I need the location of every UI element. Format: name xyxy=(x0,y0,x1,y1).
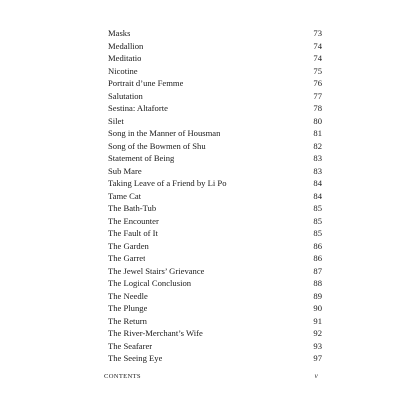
toc-entry-title: Sub Mare xyxy=(108,165,142,176)
toc-entry-title: Sestina: Altaforte xyxy=(108,103,168,113)
toc-entry xyxy=(108,227,322,240)
toc-entry-title: Tame Cat xyxy=(108,190,142,201)
toc-entry-page-number: 97 xyxy=(313,353,322,363)
toc-entry-title: Song of the Bowmen of Shu xyxy=(108,140,206,151)
toc-entry xyxy=(108,202,322,215)
toc-entry xyxy=(108,315,322,328)
toc-entry-title: The Garden xyxy=(108,240,149,251)
toc-entry-page-number: 81 xyxy=(313,128,322,138)
toc-entry-title: The River-Merchant’s Wife xyxy=(108,328,203,338)
toc-entry xyxy=(108,277,322,290)
toc-entry-page-number: 89 xyxy=(313,290,322,301)
toc-entry-page-number: 74 xyxy=(313,40,322,51)
toc-entry-page-number: 84 xyxy=(313,190,322,201)
toc-entry xyxy=(108,152,322,165)
toc-entry-page-number: 85 xyxy=(313,203,322,213)
toc-entry-page-number: 91 xyxy=(313,315,322,326)
toc-entry-title: Meditatio xyxy=(108,53,142,63)
toc-entry xyxy=(108,302,322,315)
toc-entry-page-number: 75 xyxy=(313,65,322,76)
toc-entry xyxy=(108,327,322,340)
toc-entry-title: Salutation xyxy=(108,90,143,101)
toc-entry xyxy=(108,177,322,190)
toc-entry-page-number: 90 xyxy=(313,303,322,313)
toc-entry-title: The Jewel Stairs’ Grievance xyxy=(108,265,205,276)
toc-entry-page-number: 85 xyxy=(313,215,322,226)
toc-entry xyxy=(108,190,322,203)
toc-entry xyxy=(108,65,322,78)
toc-entry-title: Statement of Being xyxy=(108,153,175,163)
toc-entry-title: The Seafarer xyxy=(108,340,153,351)
toc-entry-page-number: 83 xyxy=(313,153,322,163)
toc-entry-page-number: 80 xyxy=(313,115,322,126)
toc-entry-title: The Garret xyxy=(108,253,146,263)
toc-entry-page-number: 73 xyxy=(313,28,322,38)
toc-entry-page-number: 92 xyxy=(313,328,322,338)
toc-entry-page-number: 74 xyxy=(313,53,322,63)
toc-entry xyxy=(108,102,322,115)
toc-entry-page-number: 76 xyxy=(313,78,322,88)
toc-entry-page-number: 83 xyxy=(313,165,322,176)
toc-entry-title: Nicotine xyxy=(108,65,138,76)
running-footer-section: CONTENTS xyxy=(104,373,141,380)
toc-entry-page-number: 82 xyxy=(313,140,322,151)
table-of-contents xyxy=(108,27,322,365)
toc-entry-title: The Needle xyxy=(108,290,148,301)
toc-entry-title: The Bath-Tub xyxy=(108,203,157,213)
toc-entry-title: The Fault of It xyxy=(108,228,158,238)
toc-entry-page-number: 88 xyxy=(313,278,322,288)
toc-entry-page-number: 87 xyxy=(313,265,322,276)
toc-entry-title: Silet xyxy=(108,115,124,126)
toc-entry xyxy=(108,215,322,228)
toc-entry-title: The Plunge xyxy=(108,303,148,313)
toc-entry-title: The Encounter xyxy=(108,215,159,226)
toc-entry xyxy=(108,240,322,253)
toc-entry-page-number: 86 xyxy=(313,240,322,251)
page-folio: v xyxy=(314,372,318,380)
toc-entry-page-number: 77 xyxy=(313,90,322,101)
toc-entry xyxy=(108,27,322,40)
toc-entry-page-number: 86 xyxy=(313,253,322,263)
toc-entry xyxy=(108,52,322,65)
toc-entry xyxy=(108,140,322,153)
toc-entry xyxy=(108,340,322,353)
toc-entry xyxy=(108,40,322,53)
toc-entry-title: Portrait d’une Femme xyxy=(108,78,184,88)
toc-entry-title: Medallion xyxy=(108,40,144,51)
toc-entry-page-number: 78 xyxy=(313,103,322,113)
toc-entry-title: The Seeing Eye xyxy=(108,353,163,363)
toc-entry xyxy=(108,352,322,365)
toc-entry xyxy=(108,252,322,265)
toc-entry-title: Masks xyxy=(108,28,131,38)
toc-entry-page-number: 84 xyxy=(313,178,322,188)
toc-entry xyxy=(108,290,322,303)
toc-entry xyxy=(108,165,322,178)
toc-entry-title: The Logical Conclusion xyxy=(108,278,192,288)
page-footer xyxy=(104,372,318,380)
toc-entry-title: Song in the Manner of Housman xyxy=(108,128,221,138)
toc-entry xyxy=(108,127,322,140)
toc-entry xyxy=(108,265,322,278)
toc-entry-title: The Return xyxy=(108,315,147,326)
toc-entry-page-number: 85 xyxy=(313,228,322,238)
toc-entry-page-number: 93 xyxy=(313,340,322,351)
toc-entry xyxy=(108,115,322,128)
toc-entry-title: Taking Leave of a Friend by Li Po xyxy=(108,178,227,188)
toc-entry xyxy=(108,77,322,90)
toc-entry xyxy=(108,90,322,103)
